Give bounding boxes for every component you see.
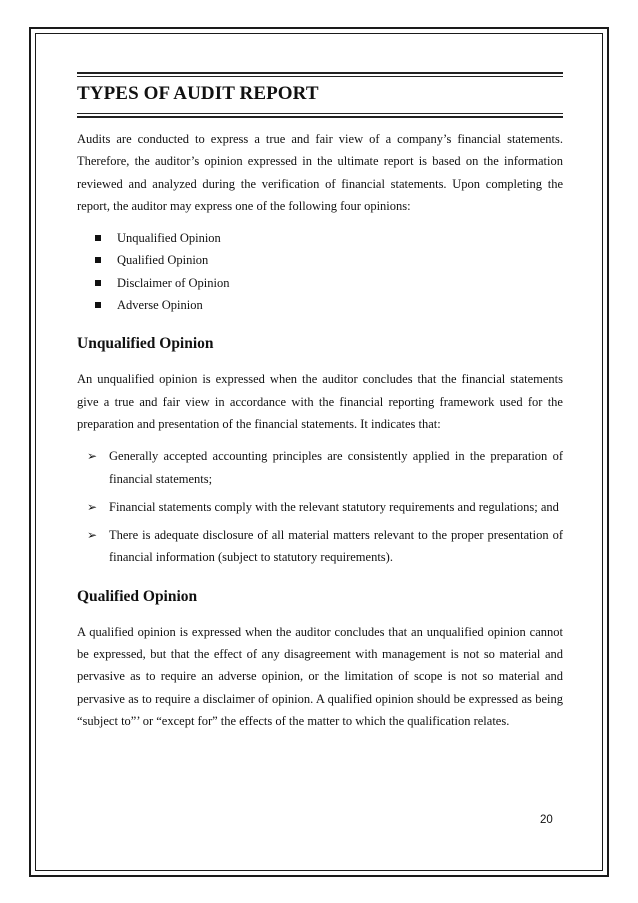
opinion-list bbox=[77, 227, 563, 316]
section-heading-unqualified: Unqualified Opinion bbox=[77, 335, 214, 353]
page-number: 20 bbox=[540, 814, 553, 826]
list-item-text: Generally accepted accounting principles are consistently applied in the preparation of financial statements; bbox=[109, 449, 563, 486]
list-item bbox=[87, 445, 563, 490]
arrow-bullet-icon: ➢ bbox=[87, 528, 98, 543]
list-item-text: Financial statements comply with the relevant statutory requirements and regulations; and bbox=[109, 499, 559, 514]
title-rule-bottom bbox=[77, 113, 563, 118]
list-item bbox=[95, 294, 563, 316]
list-item bbox=[95, 227, 563, 249]
list-item-label: Unqualified Opinion bbox=[117, 231, 221, 246]
square-bullet-icon bbox=[95, 280, 101, 286]
square-bullet-icon bbox=[95, 235, 101, 241]
unqualified-points-list bbox=[77, 445, 563, 568]
arrow-bullet-icon: ➢ bbox=[87, 499, 98, 514]
page-title: TYPES OF AUDIT REPORT bbox=[77, 83, 319, 104]
square-bullet-icon bbox=[95, 302, 101, 308]
list-item bbox=[95, 249, 563, 271]
square-bullet-icon bbox=[95, 257, 101, 263]
section-heading-qualified: Qualified Opinion bbox=[77, 587, 198, 605]
list-item-label: Qualified Opinion bbox=[117, 253, 209, 268]
list-item bbox=[95, 272, 563, 294]
arrow-bullet-icon: ➢ bbox=[87, 449, 98, 464]
list-item-text: There is adequate disclosure of all material matters relevant to the proper presentation of financial information (subject to statutory requirements). bbox=[109, 528, 563, 565]
page-content bbox=[77, 72, 563, 732]
list-item-label: Disclaimer of Opinion bbox=[117, 275, 230, 290]
unqualified-paragraph: An unqualified opinion is expressed when the auditor concludes that the financial statements give a true and fair view in accordance with the financial reporting framework used for the preparation and presentation of the financial statements. It indicates that: bbox=[77, 372, 563, 431]
qualified-paragraph: A qualified opinion is expressed when the auditor concludes that an unqualified opinion cannot be expressed, but that the effect of any disagreement with management is not so material and pervasive as to require an adverse opinion, or the limitation of scope is not so material and pervasive as to require a disclaimer of opinion. A qualified opinion should be expressed as being “subject to”’ or “except for” the effects of the matter to which the qualification relates. bbox=[77, 624, 563, 728]
list-item bbox=[87, 524, 563, 569]
title-rule-top bbox=[77, 72, 563, 77]
list-item-label: Adverse Opinion bbox=[117, 298, 203, 313]
list-item bbox=[87, 496, 563, 518]
intro-paragraph: Audits are conducted to express a true and fair view of a company’s financial statements. Therefore, the auditor’s opinion expressed in the ultimate report is based on the information reviewed and analyzed during the verification of financial statements. Upon completing the report, the auditor may express one of the following four opinions: bbox=[77, 132, 563, 213]
